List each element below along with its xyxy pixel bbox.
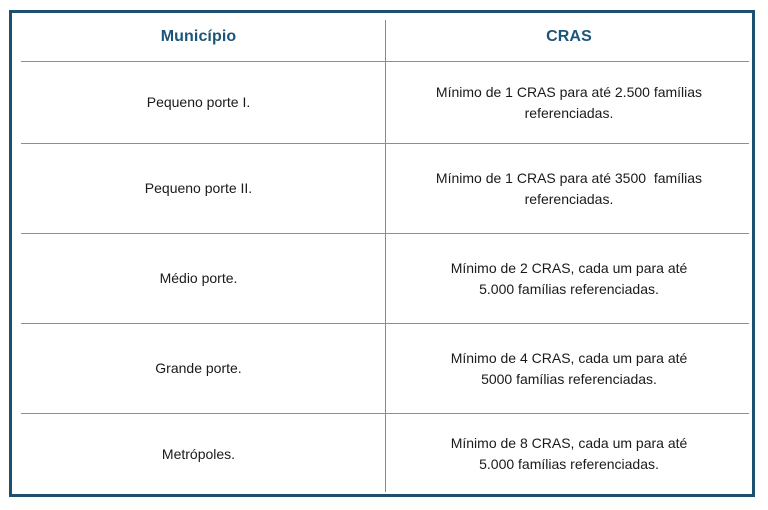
cell-cras xyxy=(386,414,752,494)
header-cell-cras xyxy=(386,13,752,61)
cell-municipio xyxy=(12,234,385,323)
cras-requirement: Mínimo de 1 CRAS para até 3500 famílias referenciadas. xyxy=(435,169,706,207)
cell-cras xyxy=(386,62,752,143)
municipio-label: Metrópoles. xyxy=(161,445,236,462)
cell-municipio xyxy=(12,62,385,143)
cras-requirement: Mínimo de 8 CRAS, cada um para até 5.000 famílias referenciadas. xyxy=(450,435,688,472)
header-cell-municipio xyxy=(12,13,385,61)
cras-table xyxy=(9,10,755,497)
cell-cras xyxy=(386,144,752,233)
header-municipio: Município xyxy=(160,28,237,45)
table-header-row xyxy=(12,13,752,61)
header-cras: CRAS xyxy=(546,28,592,45)
cras-requirement: Mínimo de 2 CRAS, cada um para até 5.000 famílias referenciadas. xyxy=(450,259,688,297)
table-row xyxy=(12,324,752,413)
table-row xyxy=(12,414,752,494)
cell-cras xyxy=(386,234,752,323)
municipio-label: Pequeno porte II. xyxy=(144,180,253,196)
cell-cras xyxy=(386,324,752,413)
cell-municipio xyxy=(12,144,385,233)
cras-requirement: Mínimo de 4 CRAS, cada um para até 5000 famílias referenciadas. xyxy=(450,349,688,387)
table-row xyxy=(12,62,752,143)
cell-municipio xyxy=(12,414,385,494)
municipio-label: Médio porte. xyxy=(159,270,238,286)
municipio-label: Pequeno porte I. xyxy=(146,94,251,110)
table-row xyxy=(12,144,752,233)
cell-municipio xyxy=(12,324,385,413)
cras-requirement: Mínimo de 1 CRAS para até 2.500 famílias referenciadas. xyxy=(435,83,703,121)
table-row xyxy=(12,234,752,323)
municipio-label: Grande porte. xyxy=(155,360,242,376)
